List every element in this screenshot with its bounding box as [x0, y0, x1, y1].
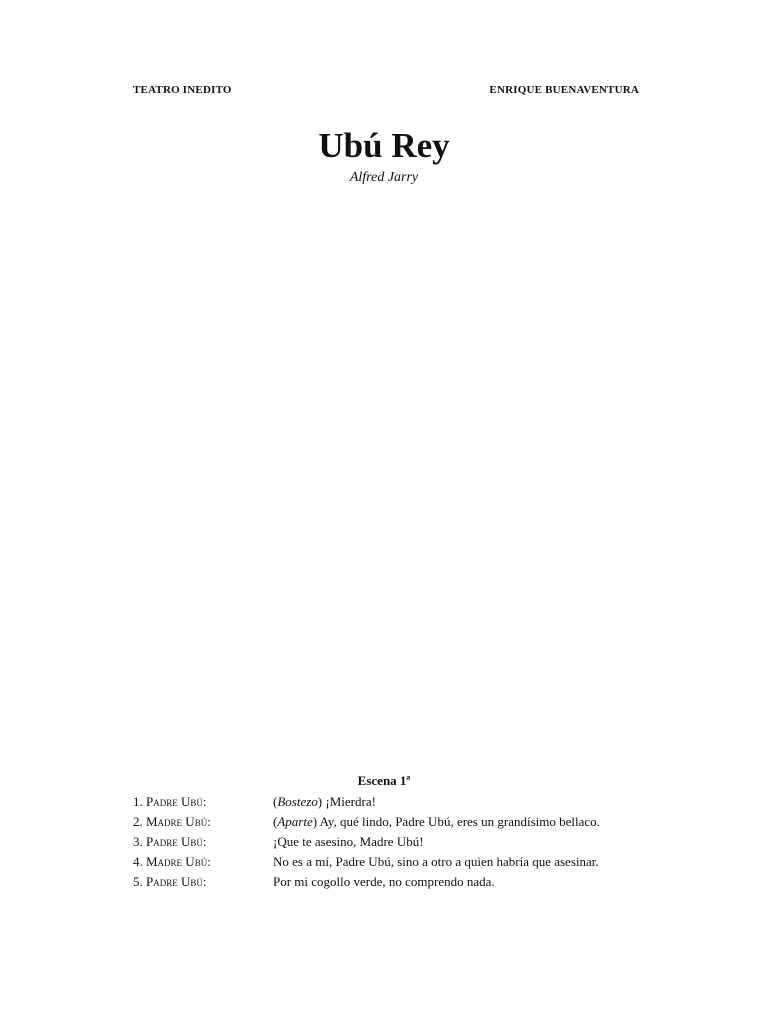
line-number: 2. [133, 814, 143, 829]
stage-direction: Bostezo [277, 794, 318, 809]
speech: (Bostezo) ¡Mierdra! [273, 794, 376, 809]
speaker-colon: : [207, 814, 211, 829]
speech [273, 872, 495, 892]
scene-heading: Escena 1ª [357, 773, 411, 788]
speaker-name: Madre Ubú [146, 814, 208, 829]
speaker-name: Padre Ubú [146, 834, 203, 849]
speaker-name: Padre Ubú [146, 874, 203, 889]
speaker-colon: : [202, 874, 207, 889]
dialogue-line [133, 872, 653, 892]
speaker-name: Padre Ubú [146, 794, 203, 809]
speaker [133, 792, 207, 812]
dialogue-list [133, 792, 653, 892]
header-editor: ENRIQUE BUENAVENTURA [489, 84, 639, 96]
speaker [133, 872, 207, 892]
speaker [133, 832, 207, 852]
speaker-name: Madre Ubú [146, 854, 208, 869]
line-number: 5. [133, 874, 143, 889]
speech-text: ¡Que te asesino, Madre Ubú! [273, 834, 424, 849]
speech [273, 832, 424, 852]
play-author: Alfred Jarry [349, 170, 419, 185]
speech-text: No es a mí, Padre Ubú, sino a otro a quien habría que asesinar. [273, 854, 599, 869]
speech-text: Ay, qué lindo, Padre Ubú, eres un grandísimo bellaco. [319, 814, 600, 829]
line-number: 1. [133, 794, 143, 809]
speech-text: Por mi cogollo verde, no comprendo nada. [273, 874, 495, 889]
speech [273, 852, 599, 872]
header-collection: TEATRO INEDITO [133, 84, 232, 96]
dialogue-line [133, 792, 653, 812]
play-title: Ubú Rey [318, 126, 450, 165]
speech: (Aparte) Ay, qué lindo, Padre Ubú, eres un grandísimo bellaco. [273, 814, 600, 829]
speaker [133, 852, 211, 872]
speaker [133, 812, 211, 832]
running-header [133, 84, 639, 100]
dialogue-line [133, 832, 653, 852]
speech-text: ¡Mierdra! [325, 794, 376, 809]
speaker-colon: : [207, 854, 211, 869]
dialogue-line [133, 852, 653, 872]
speaker-colon: : [202, 794, 207, 809]
line-number: 3. [133, 834, 143, 849]
speaker-colon: : [202, 834, 207, 849]
line-number: 4. [133, 854, 143, 869]
stage-direction: Aparte [277, 814, 313, 829]
dialogue-line [133, 812, 653, 832]
